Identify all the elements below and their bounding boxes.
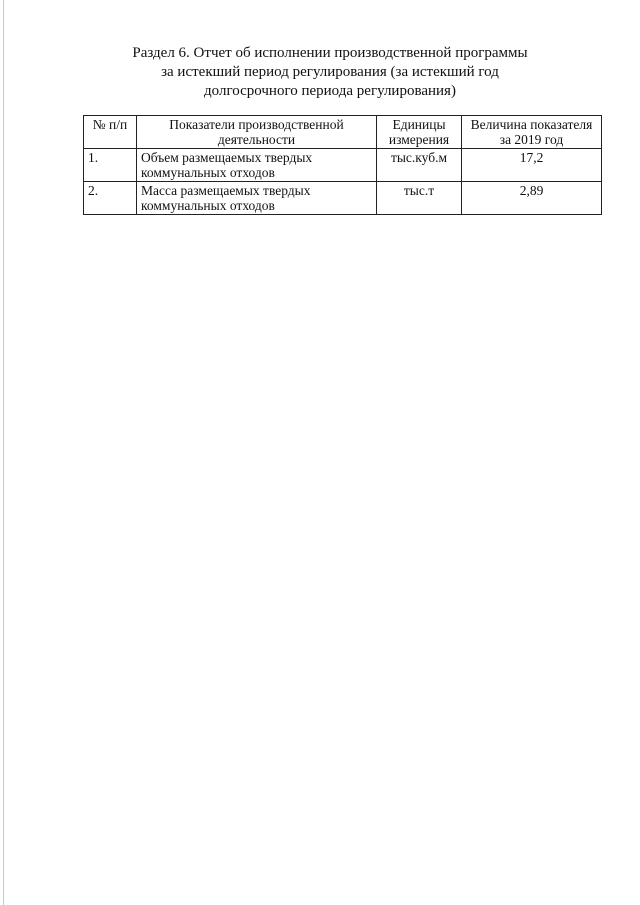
table-row (84, 182, 602, 215)
row-indicator: Масса размещаемых твердых коммунальных отходов (137, 182, 377, 215)
row-number: 1. (84, 149, 137, 182)
header-indicator: Показатели производственной деятельности (137, 116, 377, 149)
production-program-table (83, 115, 602, 215)
section-heading (60, 44, 600, 101)
heading-line-1: Раздел 6. Отчет об исполнении производственной программы (132, 45, 528, 61)
scan-edge-line (3, 0, 4, 905)
row-value: 17,2 (462, 149, 602, 182)
table-header-row (84, 116, 602, 149)
row-unit: тыс.т (377, 182, 462, 215)
header-value: Величина показателя за 2019 год (462, 116, 602, 149)
row-number: 2. (84, 182, 137, 215)
table-row (84, 149, 602, 182)
row-unit: тыс.куб.м (377, 149, 462, 182)
row-value: 2,89 (462, 182, 602, 215)
row-indicator: Объем размещаемых твердых коммунальных отходов (137, 149, 377, 182)
heading-line-3: долгосрочного периода регулирования) (204, 83, 456, 99)
header-unit: Единицы измерения (377, 116, 462, 149)
heading-line-2: за истекший период регулирования (за истекший год (161, 64, 499, 80)
header-number: № п/п (84, 116, 137, 149)
